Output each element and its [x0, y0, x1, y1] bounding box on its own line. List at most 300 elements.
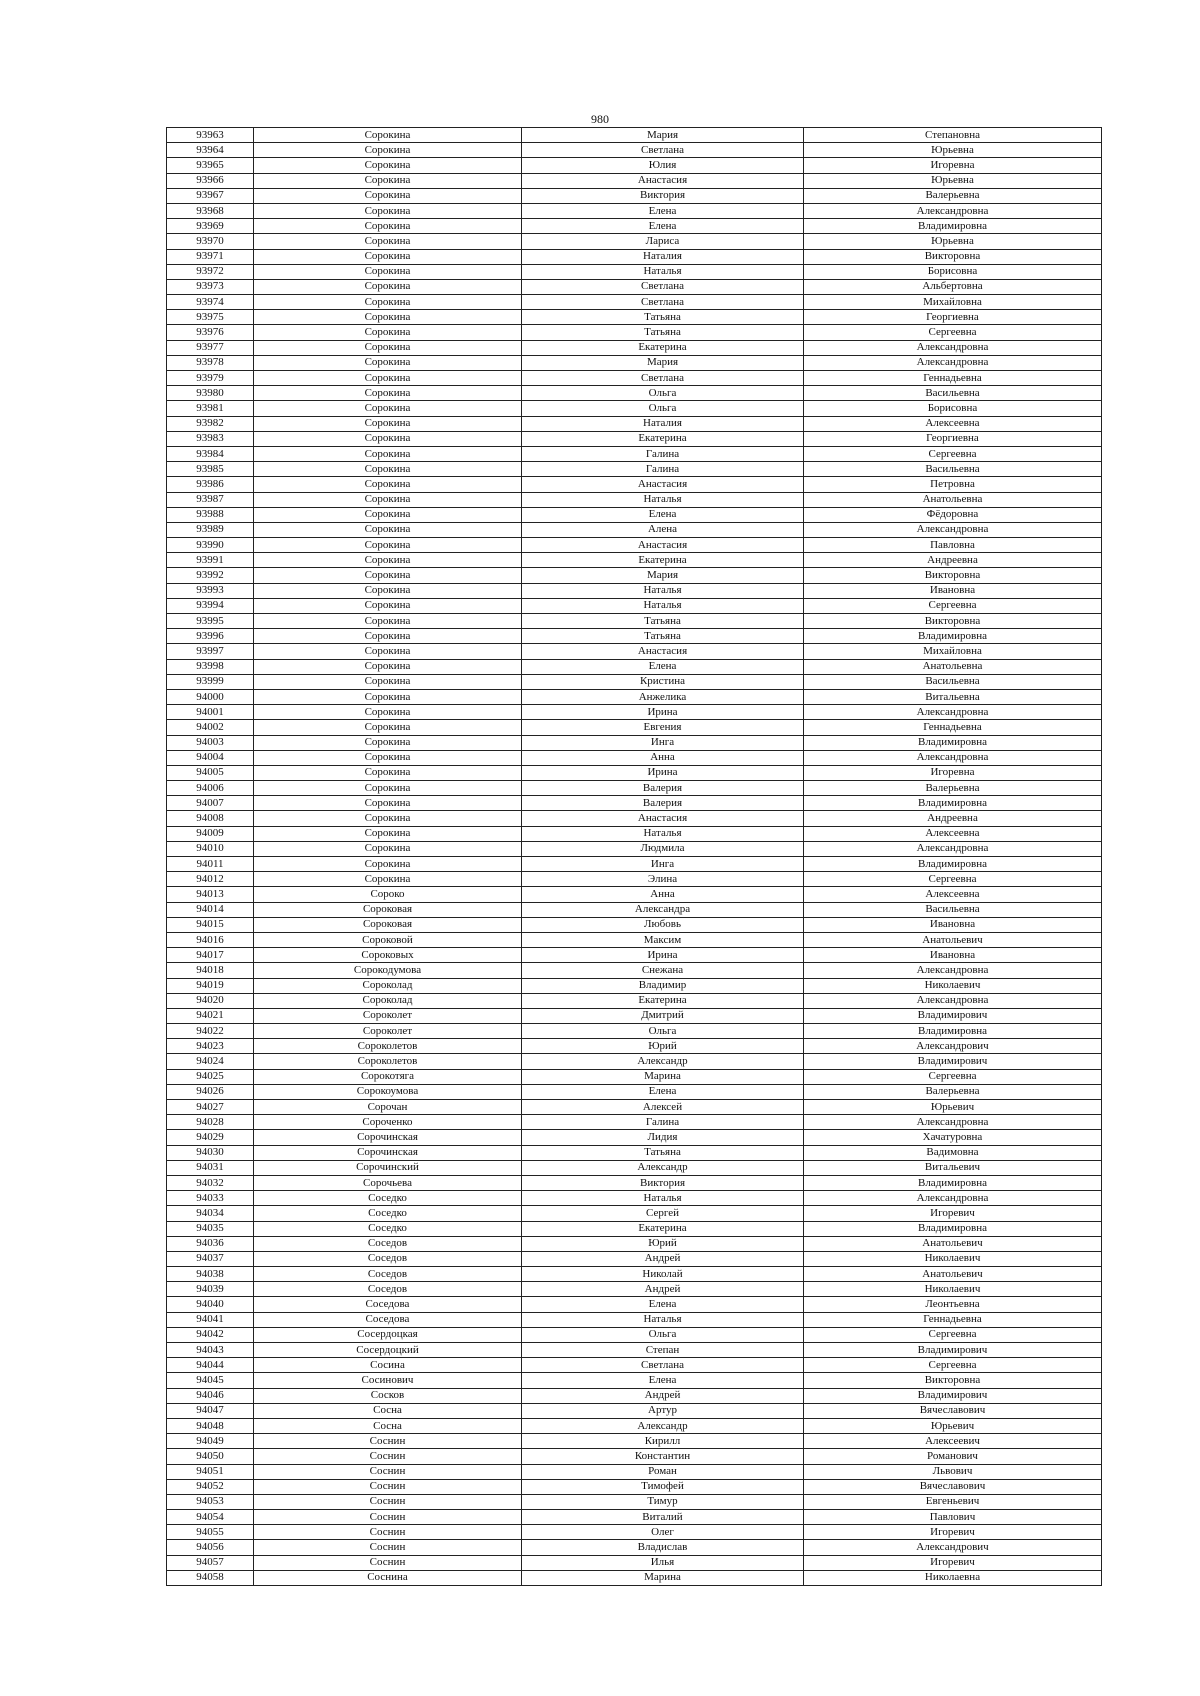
record-number-cell: 94037: [167, 1251, 254, 1266]
record-number-cell: 94015: [167, 917, 254, 932]
middle-name-cell: Владимирович: [804, 1008, 1102, 1023]
last-name-cell: Сорокина: [254, 735, 522, 750]
table-row: [167, 1251, 1102, 1266]
record-number-cell: 94025: [167, 1069, 254, 1084]
first-name-cell: Татьяна: [522, 1145, 804, 1160]
record-number-cell: 94036: [167, 1236, 254, 1251]
record-number-cell: 93974: [167, 295, 254, 310]
first-name-cell: Елена: [522, 1373, 804, 1388]
record-number-cell: 94051: [167, 1464, 254, 1479]
first-name-cell: Людмила: [522, 841, 804, 856]
table-row: [167, 416, 1102, 431]
table-row: [167, 1479, 1102, 1494]
record-number-cell: 93984: [167, 446, 254, 461]
table-row: [167, 386, 1102, 401]
record-number-cell: 94016: [167, 932, 254, 947]
record-number-cell: 94029: [167, 1130, 254, 1145]
last-name-cell: Сорокина: [254, 188, 522, 203]
middle-name-cell: Анатольевич: [804, 1236, 1102, 1251]
first-name-cell: Александра: [522, 902, 804, 917]
record-number-cell: 94013: [167, 887, 254, 902]
first-name-cell: Александр: [522, 1160, 804, 1175]
last-name-cell: Сорокина: [254, 811, 522, 826]
last-name-cell: Сорокина: [254, 841, 522, 856]
last-name-cell: Соседов: [254, 1236, 522, 1251]
page-number: 980: [591, 112, 609, 126]
middle-name-cell: Павлович: [804, 1510, 1102, 1525]
middle-name-cell: Александровна: [804, 340, 1102, 355]
first-name-cell: Лариса: [522, 234, 804, 249]
table-row: [167, 1464, 1102, 1479]
middle-name-cell: Алексеевна: [804, 826, 1102, 841]
middle-name-cell: Геннадьевна: [804, 1312, 1102, 1327]
record-number-cell: 93979: [167, 371, 254, 386]
table-row: [167, 522, 1102, 537]
first-name-cell: Мария: [522, 568, 804, 583]
table-row: [167, 1175, 1102, 1190]
record-number-cell: 94058: [167, 1570, 254, 1585]
table-row: [167, 143, 1102, 158]
record-number-cell: 94024: [167, 1054, 254, 1069]
first-name-cell: Роман: [522, 1464, 804, 1479]
first-name-cell: Элина: [522, 872, 804, 887]
last-name-cell: Сорокина: [254, 446, 522, 461]
record-number-cell: 93990: [167, 538, 254, 553]
table-row: [167, 219, 1102, 234]
middle-name-cell: Алексеевна: [804, 416, 1102, 431]
record-number-cell: 94052: [167, 1479, 254, 1494]
record-number-cell: 93977: [167, 340, 254, 355]
last-name-cell: Сосна: [254, 1403, 522, 1418]
last-name-cell: Сорокотяга: [254, 1069, 522, 1084]
table-row: [167, 1236, 1102, 1251]
registry-table-body: [167, 128, 1102, 1586]
middle-name-cell: Романович: [804, 1449, 1102, 1464]
middle-name-cell: Альбертовна: [804, 279, 1102, 294]
middle-name-cell: Игоревна: [804, 765, 1102, 780]
record-number-cell: 93966: [167, 173, 254, 188]
table-row: [167, 1327, 1102, 1342]
record-number-cell: 93967: [167, 188, 254, 203]
middle-name-cell: Вадимовна: [804, 1145, 1102, 1160]
record-number-cell: 94021: [167, 1008, 254, 1023]
record-number-cell: 94039: [167, 1282, 254, 1297]
first-name-cell: Максим: [522, 932, 804, 947]
first-name-cell: Елена: [522, 507, 804, 522]
middle-name-cell: Сергеевна: [804, 446, 1102, 461]
middle-name-cell: Игоревич: [804, 1525, 1102, 1540]
middle-name-cell: Юрьевна: [804, 234, 1102, 249]
first-name-cell: Анастасия: [522, 477, 804, 492]
first-name-cell: Любовь: [522, 917, 804, 932]
middle-name-cell: Вячеславович: [804, 1403, 1102, 1418]
table-row: [167, 401, 1102, 416]
last-name-cell: Сорокоумова: [254, 1084, 522, 1099]
record-number-cell: 93978: [167, 355, 254, 370]
first-name-cell: Наталья: [522, 492, 804, 507]
record-number-cell: 94008: [167, 811, 254, 826]
table-row: [167, 568, 1102, 583]
last-name-cell: Сорокина: [254, 553, 522, 568]
table-row: [167, 158, 1102, 173]
record-number-cell: 94055: [167, 1525, 254, 1540]
last-name-cell: Сорокина: [254, 583, 522, 598]
last-name-cell: Сорокина: [254, 826, 522, 841]
last-name-cell: Сорокина: [254, 203, 522, 218]
last-name-cell: Соснин: [254, 1464, 522, 1479]
table-row: [167, 477, 1102, 492]
middle-name-cell: Степановна: [804, 128, 1102, 143]
last-name-cell: Сорокина: [254, 416, 522, 431]
table-row: [167, 948, 1102, 963]
record-number-cell: 93971: [167, 249, 254, 264]
table-row: [167, 720, 1102, 735]
table-row: [167, 462, 1102, 477]
first-name-cell: Галина: [522, 446, 804, 461]
record-number-cell: 94020: [167, 993, 254, 1008]
record-number-cell: 93968: [167, 203, 254, 218]
middle-name-cell: Сергеевна: [804, 872, 1102, 887]
first-name-cell: Алексей: [522, 1100, 804, 1115]
middle-name-cell: Юрьевич: [804, 1100, 1102, 1115]
last-name-cell: Сорокина: [254, 598, 522, 613]
last-name-cell: Сороковая: [254, 917, 522, 932]
middle-name-cell: Сергеевна: [804, 1069, 1102, 1084]
middle-name-cell: Александрович: [804, 1540, 1102, 1555]
record-number-cell: 94053: [167, 1494, 254, 1509]
last-name-cell: Сорокина: [254, 386, 522, 401]
last-name-cell: Сорокина: [254, 857, 522, 872]
record-number-cell: 94042: [167, 1327, 254, 1342]
last-name-cell: Сороковых: [254, 948, 522, 963]
first-name-cell: Евгения: [522, 720, 804, 735]
middle-name-cell: Андреевна: [804, 553, 1102, 568]
middle-name-cell: Борисовна: [804, 401, 1102, 416]
middle-name-cell: Михайловна: [804, 644, 1102, 659]
table-row: [167, 1267, 1102, 1282]
record-number-cell: 94006: [167, 781, 254, 796]
middle-name-cell: Николаевич: [804, 978, 1102, 993]
record-number-cell: 93973: [167, 279, 254, 294]
record-number-cell: 93999: [167, 674, 254, 689]
first-name-cell: Андрей: [522, 1388, 804, 1403]
first-name-cell: Наталья: [522, 264, 804, 279]
last-name-cell: Сорокина: [254, 629, 522, 644]
last-name-cell: Соснин: [254, 1525, 522, 1540]
table-row: [167, 1510, 1102, 1525]
table-row: [167, 325, 1102, 340]
first-name-cell: Наталья: [522, 826, 804, 841]
first-name-cell: Татьяна: [522, 310, 804, 325]
record-number-cell: 93972: [167, 264, 254, 279]
record-number-cell: 93970: [167, 234, 254, 249]
record-number-cell: 94010: [167, 841, 254, 856]
record-number-cell: 94018: [167, 963, 254, 978]
record-number-cell: 93988: [167, 507, 254, 522]
last-name-cell: Сороковая: [254, 902, 522, 917]
last-name-cell: Сорочьева: [254, 1175, 522, 1190]
first-name-cell: Николай: [522, 1267, 804, 1282]
first-name-cell: Анастасия: [522, 811, 804, 826]
last-name-cell: Сорокина: [254, 310, 522, 325]
first-name-cell: Елена: [522, 1084, 804, 1099]
middle-name-cell: Вячеславович: [804, 1479, 1102, 1494]
first-name-cell: Мария: [522, 355, 804, 370]
first-name-cell: Екатерина: [522, 553, 804, 568]
middle-name-cell: Алексеевич: [804, 1434, 1102, 1449]
first-name-cell: Наталия: [522, 249, 804, 264]
table-row: [167, 1115, 1102, 1130]
first-name-cell: Ольга: [522, 401, 804, 416]
first-name-cell: Татьяна: [522, 325, 804, 340]
record-number-cell: 94003: [167, 735, 254, 750]
first-name-cell: Ирина: [522, 705, 804, 720]
record-number-cell: 94014: [167, 902, 254, 917]
table-row: [167, 644, 1102, 659]
first-name-cell: Татьяна: [522, 629, 804, 644]
first-name-cell: Екатерина: [522, 340, 804, 355]
record-number-cell: 93981: [167, 401, 254, 416]
record-number-cell: 94032: [167, 1175, 254, 1190]
middle-name-cell: Анатольевна: [804, 492, 1102, 507]
first-name-cell: Светлана: [522, 371, 804, 386]
middle-name-cell: Витальевич: [804, 1160, 1102, 1175]
last-name-cell: Сороколад: [254, 978, 522, 993]
record-number-cell: 94048: [167, 1418, 254, 1433]
first-name-cell: Светлана: [522, 295, 804, 310]
registry-table: [166, 127, 1102, 1586]
middle-name-cell: Викторовна: [804, 249, 1102, 264]
table-row: [167, 1343, 1102, 1358]
table-row: [167, 1373, 1102, 1388]
last-name-cell: Сорокина: [254, 143, 522, 158]
record-number-cell: 94026: [167, 1084, 254, 1099]
last-name-cell: Сорокина: [254, 295, 522, 310]
first-name-cell: Анастасия: [522, 644, 804, 659]
table-row: [167, 371, 1102, 386]
record-number-cell: 93969: [167, 219, 254, 234]
first-name-cell: Елена: [522, 1297, 804, 1312]
middle-name-cell: Владимировна: [804, 796, 1102, 811]
last-name-cell: Сорокина: [254, 765, 522, 780]
record-number-cell: 94044: [167, 1358, 254, 1373]
last-name-cell: Сороколет: [254, 1008, 522, 1023]
middle-name-cell: Владимировна: [804, 219, 1102, 234]
last-name-cell: Соседко: [254, 1206, 522, 1221]
table-row: [167, 735, 1102, 750]
first-name-cell: Наталья: [522, 1312, 804, 1327]
first-name-cell: Анжелика: [522, 689, 804, 704]
last-name-cell: Соснина: [254, 1570, 522, 1585]
middle-name-cell: Владимировна: [804, 629, 1102, 644]
table-row: [167, 750, 1102, 765]
first-name-cell: Константин: [522, 1449, 804, 1464]
last-name-cell: Сорокина: [254, 492, 522, 507]
last-name-cell: Сорокина: [254, 750, 522, 765]
first-name-cell: Илья: [522, 1555, 804, 1570]
middle-name-cell: Владимирович: [804, 1388, 1102, 1403]
last-name-cell: Сорокодумова: [254, 963, 522, 978]
first-name-cell: Юрий: [522, 1039, 804, 1054]
middle-name-cell: Хачатуровна: [804, 1130, 1102, 1145]
first-name-cell: Валерия: [522, 781, 804, 796]
record-number-cell: 93964: [167, 143, 254, 158]
table-row: [167, 1494, 1102, 1509]
last-name-cell: Сороко: [254, 887, 522, 902]
record-number-cell: 94040: [167, 1297, 254, 1312]
first-name-cell: Татьяна: [522, 614, 804, 629]
middle-name-cell: Владимирович: [804, 1054, 1102, 1069]
middle-name-cell: Васильевна: [804, 902, 1102, 917]
table-row: [167, 902, 1102, 917]
table-row: [167, 857, 1102, 872]
table-row: [167, 507, 1102, 522]
first-name-cell: Кирилл: [522, 1434, 804, 1449]
first-name-cell: Марина: [522, 1069, 804, 1084]
table-row: [167, 431, 1102, 446]
first-name-cell: Екатерина: [522, 431, 804, 446]
first-name-cell: Кристина: [522, 674, 804, 689]
last-name-cell: Сорокина: [254, 689, 522, 704]
record-number-cell: 94027: [167, 1100, 254, 1115]
last-name-cell: Соседова: [254, 1312, 522, 1327]
last-name-cell: Сорокина: [254, 264, 522, 279]
first-name-cell: Юлия: [522, 158, 804, 173]
record-number-cell: 94043: [167, 1343, 254, 1358]
middle-name-cell: Александровна: [804, 1115, 1102, 1130]
first-name-cell: Светлана: [522, 143, 804, 158]
table-row: [167, 1555, 1102, 1570]
table-row: [167, 446, 1102, 461]
table-row: [167, 583, 1102, 598]
middle-name-cell: Александровна: [804, 841, 1102, 856]
record-number-cell: 93997: [167, 644, 254, 659]
record-number-cell: 94045: [167, 1373, 254, 1388]
first-name-cell: Владимир: [522, 978, 804, 993]
last-name-cell: Сорокина: [254, 644, 522, 659]
last-name-cell: Сороколет: [254, 1024, 522, 1039]
record-number-cell: 93985: [167, 462, 254, 477]
table-row: [167, 781, 1102, 796]
table-row: [167, 993, 1102, 1008]
middle-name-cell: Георгиевна: [804, 431, 1102, 446]
table-row: [167, 355, 1102, 370]
table-row: [167, 1039, 1102, 1054]
record-number-cell: 94019: [167, 978, 254, 993]
record-number-cell: 93993: [167, 583, 254, 598]
middle-name-cell: Александровна: [804, 203, 1102, 218]
table-row: [167, 264, 1102, 279]
table-row: [167, 340, 1102, 355]
last-name-cell: Сорочинская: [254, 1130, 522, 1145]
table-row: [167, 811, 1102, 826]
table-row: [167, 128, 1102, 143]
table-row: [167, 295, 1102, 310]
first-name-cell: Анастасия: [522, 173, 804, 188]
last-name-cell: Сорокина: [254, 796, 522, 811]
last-name-cell: Сорокина: [254, 234, 522, 249]
record-number-cell: 94056: [167, 1540, 254, 1555]
middle-name-cell: Георгиевна: [804, 310, 1102, 325]
table-row: [167, 1130, 1102, 1145]
middle-name-cell: Юрьевна: [804, 143, 1102, 158]
record-number-cell: 94000: [167, 689, 254, 704]
record-number-cell: 94028: [167, 1115, 254, 1130]
middle-name-cell: Александровна: [804, 355, 1102, 370]
first-name-cell: Елена: [522, 659, 804, 674]
first-name-cell: Владислав: [522, 1540, 804, 1555]
last-name-cell: Сосердоцкий: [254, 1343, 522, 1358]
last-name-cell: Сосков: [254, 1388, 522, 1403]
last-name-cell: Сорокина: [254, 568, 522, 583]
last-name-cell: Сорокина: [254, 477, 522, 492]
middle-name-cell: Евгеньевич: [804, 1494, 1102, 1509]
table-row: [167, 492, 1102, 507]
middle-name-cell: Александровна: [804, 963, 1102, 978]
last-name-cell: Сосна: [254, 1418, 522, 1433]
record-number-cell: 94011: [167, 857, 254, 872]
middle-name-cell: Владимировна: [804, 1221, 1102, 1236]
middle-name-cell: Львович: [804, 1464, 1102, 1479]
record-number-cell: 93987: [167, 492, 254, 507]
last-name-cell: Сорокина: [254, 431, 522, 446]
last-name-cell: Соснин: [254, 1479, 522, 1494]
first-name-cell: Галина: [522, 462, 804, 477]
middle-name-cell: Алексеевна: [804, 887, 1102, 902]
first-name-cell: Анна: [522, 887, 804, 902]
table-row: [167, 1221, 1102, 1236]
table-row: [167, 629, 1102, 644]
last-name-cell: Сорокина: [254, 781, 522, 796]
middle-name-cell: Александровна: [804, 705, 1102, 720]
table-row: [167, 1525, 1102, 1540]
last-name-cell: Сорочинский: [254, 1160, 522, 1175]
table-row: [167, 826, 1102, 841]
middle-name-cell: Анатольевна: [804, 659, 1102, 674]
middle-name-cell: Валерьевна: [804, 781, 1102, 796]
last-name-cell: Соседко: [254, 1191, 522, 1206]
table-row: [167, 1054, 1102, 1069]
last-name-cell: Соснин: [254, 1540, 522, 1555]
first-name-cell: Ольга: [522, 1327, 804, 1342]
record-number-cell: 94050: [167, 1449, 254, 1464]
record-number-cell: 93994: [167, 598, 254, 613]
first-name-cell: Артур: [522, 1403, 804, 1418]
table-row: [167, 978, 1102, 993]
last-name-cell: Сорокина: [254, 872, 522, 887]
record-number-cell: 94002: [167, 720, 254, 735]
first-name-cell: Ольга: [522, 1024, 804, 1039]
record-number-cell: 94033: [167, 1191, 254, 1206]
table-row: [167, 1312, 1102, 1327]
middle-name-cell: Фёдоровна: [804, 507, 1102, 522]
first-name-cell: Наталья: [522, 583, 804, 598]
last-name-cell: Сорокина: [254, 522, 522, 537]
record-number-cell: 93986: [167, 477, 254, 492]
last-name-cell: Сорокина: [254, 720, 522, 735]
table-row: [167, 173, 1102, 188]
middle-name-cell: Владимировна: [804, 1024, 1102, 1039]
table-row: [167, 659, 1102, 674]
first-name-cell: Галина: [522, 1115, 804, 1130]
first-name-cell: Сергей: [522, 1206, 804, 1221]
first-name-cell: Александр: [522, 1418, 804, 1433]
middle-name-cell: Игоревич: [804, 1206, 1102, 1221]
record-number-cell: 93980: [167, 386, 254, 401]
last-name-cell: Сорокина: [254, 355, 522, 370]
table-row: [167, 689, 1102, 704]
last-name-cell: Сорокина: [254, 249, 522, 264]
